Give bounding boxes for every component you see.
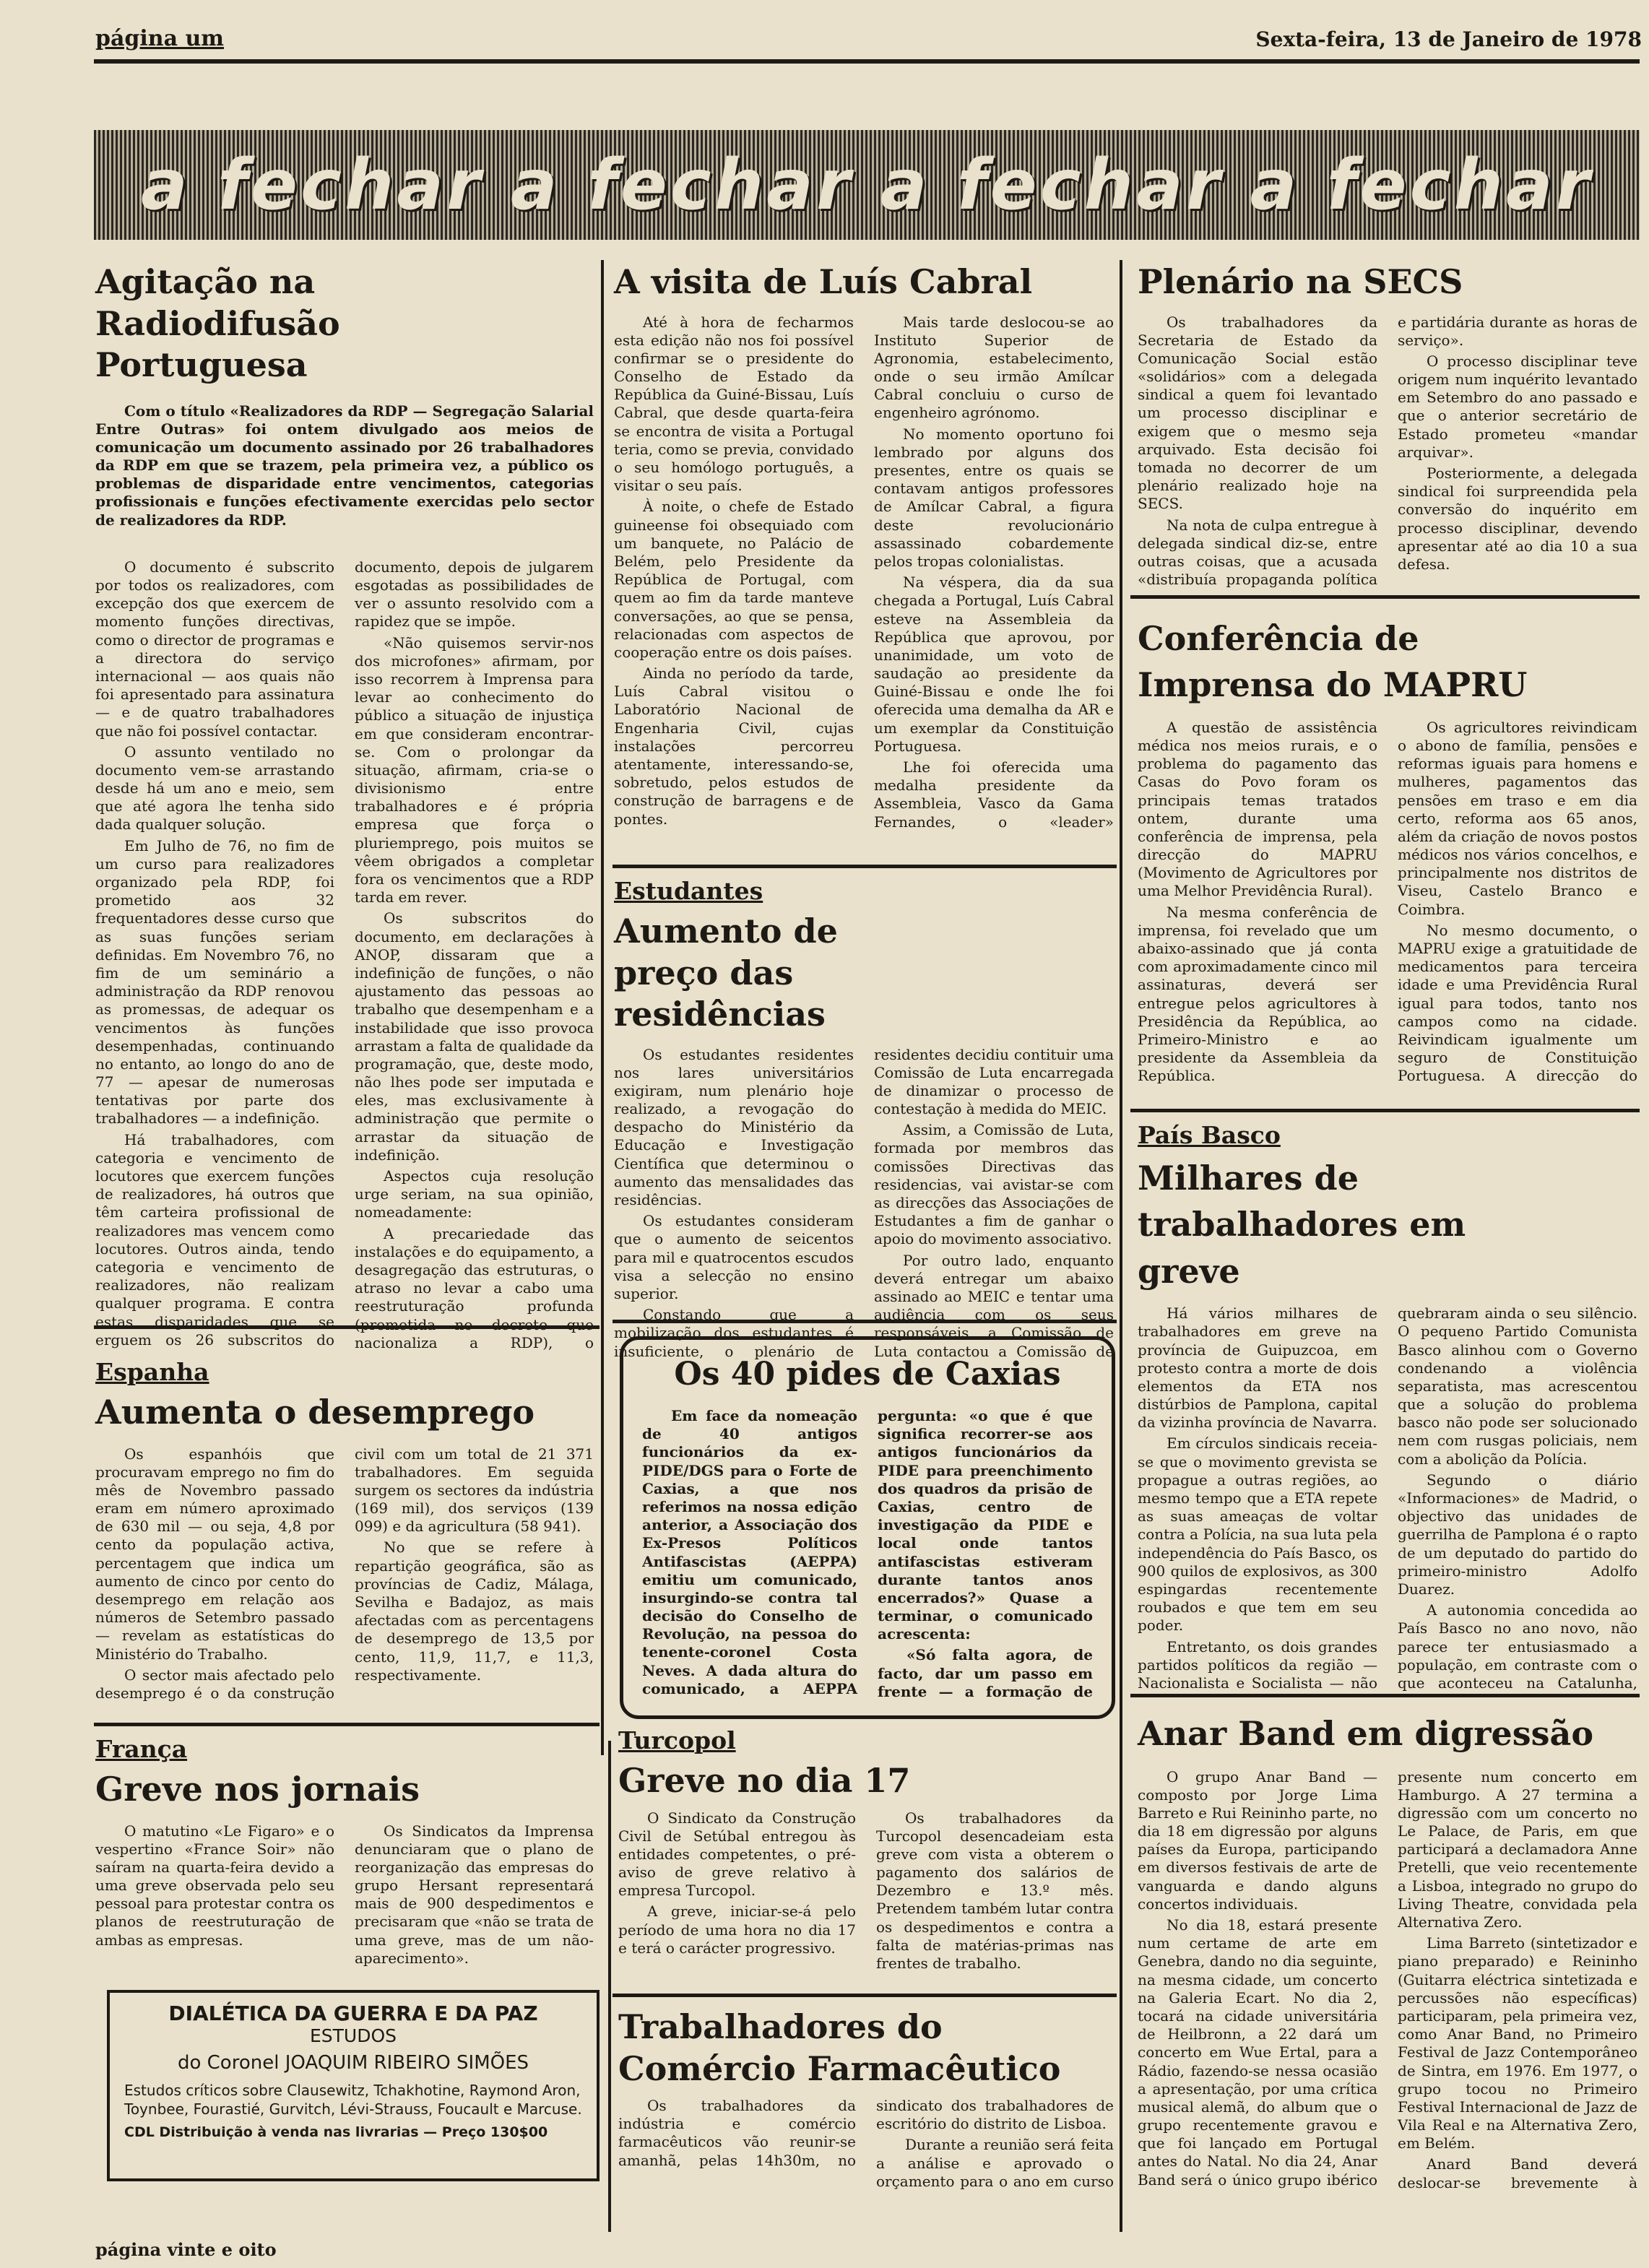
section-divider xyxy=(94,1723,600,1726)
headline: Anar Band em digressão xyxy=(1138,1714,1594,1753)
article-turcopol xyxy=(618,1726,1114,1983)
page-date: Sexta-feira, 13 de Janeiro de 1978 xyxy=(1255,27,1642,51)
paragraph: Os trabalhadores da indústria e comércio farmacêuticos vão reunir-se amanhã, pelas 14h30m, no sindicato dos trabalhadores de escritório do distrito de Lisboa. xyxy=(618,2097,1114,2169)
paragraph: «Não quisemos servir-nos dos microfones» afirmam, por isso recorrem à Imprensa para levar ao conhecimento do público a situação de injustiça em que consideram encontrar-se. Com o prolongar da situação, afirmam, cria-se o divisionismo entre trabalhadores e é própria empresa que força o pluriemprego, pois muitos se vêem obrigados a completar fora os vencimentos que a RDP tarda em rever. xyxy=(355,633,594,906)
paragraph: Ainda no período da tarde, Luís Cabral visitou o Laboratório Nacional de Engenharia Civil, cujas instalações percorreu atentamente, interessando-se, sobretudo, pelos estudos de construção de barragens e de pontes. xyxy=(614,665,854,828)
banner xyxy=(94,130,1640,240)
article-body xyxy=(618,1809,1114,1983)
paragraph: Constando que a mobilização dos estudantes é insuficiente, o plenário de residentes decidiu contituir uma Comissão de Luta encarregada de dinamizar o processo de contestação à medida do MEIC. xyxy=(614,1045,1114,1360)
article-cabral xyxy=(614,261,1114,848)
headline: A visita de Luís Cabral xyxy=(614,262,1033,301)
article-body xyxy=(642,1407,1093,1703)
paragraph: O processo disciplinar teve origem num inquérito levantado em Setembro do ano passado e que o anterior secretário de Estado prometeu «mandar arquivar». xyxy=(1398,352,1637,461)
headline: Greve nos jornais xyxy=(95,1770,420,1809)
article-lead: Com o título «Realizadores da RDP — Segregação Salarial Entre Outras» foi ontem divulgado aos meios de comunicação um documento assinado por 26 trabalhadores da RDP em que se trazem, pela primeira vez, a público os problemas de disparidade entre vencimentos, categorias profissionais e funções efectivamente exercidas pelo sector de realizadores da RDP. xyxy=(95,402,594,529)
paragraph: Lhe foi oferecida uma medalha presidente da Assembleia, Vasco da Gama Fernandes, o «leader» xyxy=(874,758,1114,831)
paragraph: Há vários milhares de trabalhadores em greve na província de Guipuzcoa, em protesto contra a morte de dois elementos da ETA nos distúrbios de Pamplona, capital da vizinha província de Navarra. xyxy=(1138,1304,1377,1432)
headline: Trabalhadores do Comércio Farmacêutico xyxy=(618,2007,1061,2088)
paragraph: Os estudantes residentes nos lares universitários exigiram, num plenário hoje realizado, a revogação do despacho do Ministério da Educação e Investigação Científica que determinou o aumento das mensalidades das residências. xyxy=(614,1045,854,1208)
header-rule xyxy=(94,59,1640,64)
ad-subtitle: ESTUDOS xyxy=(309,2025,397,2046)
paragraph: Entretanto, os dois grandes partidos políticos da região — Nacionalista e Socialista — não quebraram ainda o seu silêncio. O pequeno Partido Comunista Basco alinhou com o Governo condenando a violência separatista, mas acrescentou que a solução do problema basco não pode ser solucionado nem com rusgas policiais, nem com a abolição da Polícia. xyxy=(1138,1304,1637,1692)
paragraph: No que se refere à repartição geográfica, são as províncias de Cadiz, Málaga, Sevilha e Badajoz, as mais afectadas com as percentagens de desemprego de 13,5 por cento, 11,9, 11,7, e 11,3, respectivamente. xyxy=(355,1538,594,1684)
ad-title: DIALÉTICA DA GUERRA E DA PAZ xyxy=(168,2001,538,2025)
paragraph: No mesmo documento, o MAPRU exige a gratuitidade de medicamentos para terceira idade e uma Previdência Rural igual para todos, tanto nos campos como na cidade. Reivindicam igualmente um seguro de Constituição Portuguesa. A direcção do xyxy=(1398,921,1637,1085)
section-kicker: França xyxy=(95,1735,188,1763)
paragraph: O assunto ventilado no documento vem-se arrastando desde há um ano e meio, sem que até agora lhe tenha sido dada qualquer solução. xyxy=(95,743,334,834)
paragraph: A greve, iniciar-se-á pelo período de uma hora no dia 17 e terá o carácter progressivo. xyxy=(618,1903,856,1957)
paragraph: Assim, a Comissão de Luta, formada por membros das comissões Directivas das residencias, vai avistar-se com as direcções das Associações de Estudantes a fim de ganhar o apoio do movimento associativo. xyxy=(874,1121,1114,1248)
paragraph: No momento oportuno foi lembrado por alguns dos presentes, entre os quais se contavam antigos professores de Amílcar Cabral, a figura deste revolucionário assassinado cobardemente pelos tropas colonialistas. xyxy=(874,425,1114,570)
paragraph: Os trabalhadores da Secretaria de Estado da Comunicação Social estão «solidários» com a delegada sindical a quem foi levantado um processo disciplinar e exigem que o mesmo seja arquivado. Esta decisão foi tomada no decorrer de um plenário realizado hoje na SECS. xyxy=(1138,313,1377,513)
paragraph: Na véspera, dia da sua chegada a Portugal, Luís Cabral esteve na Assembleia da República que aprovou, por unanimidade, um voto de saudação ao presidente da Guiné-Bissau e onde lhe foi oferecida uma demalha da AR e um exemplar da Constituição Portuguesa. xyxy=(874,574,1114,755)
section-divider xyxy=(613,865,1117,868)
paragraph: Segundo o diário «Informaciones» de Madrid, o objectivo das unidades de guerrilha de Pamplona é o rapto de um deputado do partido do primeiro-ministro Adolfo Duarez. xyxy=(1398,1471,1637,1598)
paragraph: Os espanhóis que procuravam emprego no fim do mês de Novembro passado eram em número aproximado de 630 mil — ou seja, 4,8 por cento da população activa, percentagem que indica um aumento de cinco por cento do desemprego em relação aos números de Setembro passado — revelam as estatísticas do Ministério do Trabalho. xyxy=(95,1445,334,1663)
ad-author: do Coronel JOAQUIM RIBEIRO SIMÕES xyxy=(177,2052,529,2074)
paragraph: Em face da nomeação de 40 antigos funcionários da ex-PIDE/DGS para o Forte de Caxias, a que nos referimos na nossa edição anterior, a Associação dos Ex-Presos Políticos Antifascistas (AEPPA) emitiu um comunicado, insurgindo-se contra tal decisão do Conselho de Revolução, na pessoa do tenente-coronel Costa Neves. A dada altura do comunicado, a AEPPA pergunta: «o que é que significa recorrer-se aos antigos funcionários da PIDE para preenchimento dos quadros da prisão de Caxias, centro de investigação da PIDE e local onde tantos antifascistas estiveram durante tantos anos encerrados?» Quase a terminar, o comunicado acrescenta: xyxy=(642,1407,1093,1697)
paragraph: «Só falta agora, de facto, dar um passo em frente — a formação de xyxy=(878,1646,1093,1700)
headline: Agitação na Radiodifusão Portuguesa xyxy=(95,262,340,384)
article-radiodifusao xyxy=(95,261,594,1367)
paragraph: No dia 18, estará presente num certame de arte em Genebra, dando no dia seguinte, na mesma cidade, um concerto na Galeria Ecart. No dia 2, tocará na cidade universitária de Heilbronn, a 22 dará um concerto em Wue Ertal, para a Rádio, fazendo-se nessa ocasião a apresentação, por uma crítica musical alemã, do album que o grupo recentemente gravou e que foi lançado em Portugal antes do Natal. No dia 24, Anar Band será o único grupo ibérico presente num concerto em Hamburgo. A 27 termina a digressão com um concerto no Le Palace, de Paris, em que participará a declamadora Anne Pretelli, que veio recentemente a Lisboa, integrado no grupo do Living Theatre, convidada pela Alternativa Zero. xyxy=(1138,1767,1637,2189)
article-body xyxy=(1138,719,1637,1087)
banner-text: a fechar a fechar a fechar a fechar xyxy=(140,144,1593,225)
paragraph: Os Sindicatos da Imprensa denunciaram que o plano de reorganização das empresas do grupo Hersant representará mais de 900 despedimentos e precisaram que «não se trata de uma greve, mas de um não-aparecimento». xyxy=(355,1822,594,1967)
paragraph: Até à hora de fecharmos esta edição não nos foi possível confirmar se o presidente do Conselho de Estado da República da Guiné-Bissau, Luís Cabral, que desde quarta-feira se encontra de visita a Portugal teria, como se previa, convidado o seu homólogo português, a visitar o seu país. xyxy=(614,313,854,495)
article-caxias xyxy=(620,1336,1115,1719)
article-espanha xyxy=(95,1358,594,1705)
column-divider xyxy=(601,260,604,1755)
article-body xyxy=(618,2097,1114,2205)
paragraph: Anard Band deverá deslocar-se brevemente à xyxy=(1398,2155,1637,2191)
article-secs xyxy=(1138,261,1637,602)
paragraph: Os agricultores reivindicam o abono de família, pensões e reformas iguais para homens e mulheres, pagamentos das pensões em traso e em dia certo, reforma aos 65 anos, além da criação de novos postos médicos nos vários concelhos, e principalmente nos distritos de Viseu, Castelo Branco e Coimbra. xyxy=(1398,718,1637,918)
article-anar xyxy=(1138,1713,1637,2202)
article-farmaceutico xyxy=(618,2007,1114,2205)
article-body xyxy=(95,558,594,1367)
article-residencias xyxy=(614,877,1114,1371)
article-mapru xyxy=(1138,615,1637,1087)
article-body xyxy=(614,1046,1114,1371)
headline: Milhares de trabalhadores em greve xyxy=(1138,1159,1466,1291)
paragraph: Os trabalhadores da Turcopol desencadeiam esta greve com vista a obterem o pagamento dos salários de Dezembro e 13.º mês. Pretendem também lutar contra os despedimentos e contra a falta de matérias-primas nas frentes de trabalho. xyxy=(876,1809,1114,1972)
headline: Greve no dia 17 xyxy=(618,1761,911,1800)
section-divider xyxy=(613,1994,1117,1997)
article-basco xyxy=(1138,1121,1637,1709)
article-franca xyxy=(95,1735,594,1996)
page-name: página um xyxy=(95,26,225,51)
paragraph: Na mesma conferência de imprensa, foi revelado que um abaixo-assinado que já conta com aproximadamente cinco mil assinaturas, deverá ser entregue pelos agricultores à Presidência da República, ao Primeiro-Ministro e ao presidente da Assembleia da República. xyxy=(1138,903,1377,1085)
paragraph: O grupo Anar Band — composto por Jorge Lima Barreto e Rui Reininho parte, no dia 18 em digressão por alguns países da Europa, participando em diversos festivais de arte de vanguarda e dando alguns concertos individuais. xyxy=(1138,1767,1377,1913)
article-body xyxy=(1138,313,1637,602)
paragraph: O matutino «Le Figaro» e o vespertino «France Soir» não saíram na quarta-feira devido a uma greve observada pelo seu pessoal para protestar contra os planos de reestruturação de ambas as empresas. xyxy=(95,1822,334,1949)
article-body xyxy=(1138,1304,1637,1709)
headline: Plenário na SECS xyxy=(1138,262,1463,301)
paragraph: Aspectos cuja resolução urge seriam, na sua opinião, nomeadamente: xyxy=(355,1167,594,1221)
section-kicker: Turcopol xyxy=(618,1726,736,1754)
paragraph: O documento é subscrito por todos os realizadores, com excepção dos que exercem de momento funções directivas, como o director de programas e a directora do serviço internacional — aos quais não foi apresentado para assinatura — e de quatro trabalhadores que não foi possível contactar. xyxy=(95,558,334,740)
paragraph: Os estudantes consideram que o aumento de seicentos para mil e quatrocentos escudos visa a selecção no ensino superior. xyxy=(614,1212,854,1302)
column-divider xyxy=(608,1741,611,2232)
ad-price: CDL Distribuição à venda nas livrarias — Preço 130$00 xyxy=(124,2124,548,2140)
section-kicker: Estudantes xyxy=(614,877,763,905)
article-body xyxy=(1138,1768,1637,2202)
headline: Aumenta o desemprego xyxy=(95,1393,535,1432)
paragraph: Durante a reunião será feita a análise e aprovado o orçamento para o ano em curso xyxy=(876,2136,1114,2190)
paragraph: Em círculos sindicais receia-se que o movimento grevista se propague a outras regiões, ao mesmo tempo que a ETA repete as suas ameaças de voltar contra a Polícia, na sua luta pela independência do País Basco, os 900 quilos de explosivos, as 300 espingardas recentemente roubados e que tem em seu poder. xyxy=(1138,1434,1377,1635)
section-kicker: País Basco xyxy=(1138,1121,1281,1149)
book-advertisement xyxy=(107,1990,600,2181)
article-body xyxy=(614,313,1114,848)
section-divider xyxy=(1130,1109,1640,1112)
paragraph: A questão de assistência médica nos meios rurais, e o problema do pagamento das Casas do Povo foram os principais temas tratados ontem, durante uma conferência de imprensa, pela direcção do MAPRU (Movimento de Agricultores por uma Melhor Previdência Rural). xyxy=(1138,718,1377,900)
article-body xyxy=(95,1445,594,1705)
headline: Os 40 pides de Caxias xyxy=(674,1356,1061,1393)
paragraph: A precariedade das instalações e do equipamento, a desagregação das estruturas, o atraso no levar a cabo uma reestruturação profunda (prometida no decreto que nacionaliza a RDP), o xyxy=(355,1224,594,1351)
paragraph: Em Julho de 76, no fim de um curso para realizadores organizado pela RDP, foi prometido aos 32 frequentadores desse curso que as suas funções seriam definidas. Em Novembro 76, no fim de um seminário a administração da RDP renovou as promessas, de adequar os vencimentos às funções desempenhadas, continuando no entanto, ao longo do ano de 77 — apesar de numerosas tentativas por parte dos trabalhadores — a indefinição. xyxy=(95,836,334,1127)
paragraph: O Sindicato da Construção Civil de Setúbal entregou às entidades competentes, o pré-aviso de greve relativo à empresa Turcopol. xyxy=(618,1809,856,1900)
paragraph: Na nota de culpa entregue à delegada sindical diz-se, entre outras coisas, que a acusada «distribuía propaganda política e partidária durante as horas de serviço». xyxy=(1138,313,1637,589)
article-body xyxy=(95,1822,594,1996)
paragraph: Posteriormente, a delegada sindical foi surpreendida pela conversão do inquérito em processo disciplinar, devendo apresentar até ao dia 10 a sua defesa. xyxy=(1398,464,1637,573)
page-footer: página vinte e oito xyxy=(95,2239,277,2260)
paragraph: Há trabalhadores, com categoria e vencimento de locutores que exercem funções de realizadores, há outros que têm carteira profissional de realizadores mas vencem como locutores. Outros ainda, tendo categoria e vencimento de realizadores, não realizam qualquer programa. E contra estas disparidades que se erguem os 26 subscritos do documento, depois de julgarem esgotadas as possibilidades de ver o assunto resolvido com a rapidez que se impõe. xyxy=(95,558,594,1349)
paragraph: A autonomia concedida ao País Basco no ano novo, não parece ter entusiasmado a população, em contraste com o que aconteceu na Catalunha, xyxy=(1398,1601,1637,1692)
paragraph: O sector mais afectado pelo desemprego é o da construção civil com um total de 21 371 trabalhadores. Em seguida surgem os sectores da indústria (169 mil), dos serviços (139 099) e da agricultura (58 941). xyxy=(95,1445,594,1702)
section-kicker: Espanha xyxy=(95,1358,209,1386)
ad-description: Estudos críticos sobre Clausewitz, Tchakhotine, Raymond Aron, Toynbee, Fourastié, Gurvitch, Lévi-Strauss, Foucault e Marcuse. xyxy=(124,2082,582,2118)
paragraph: Por outro lado, enquanto deverá entregar um abaixo assinado ao MEIC e tentar uma audiência com os seus responsáveis, a Comissão de Luta contactou a Comissão de xyxy=(874,1251,1114,1360)
headline: Conferência de Imprensa do MAPRU xyxy=(1138,619,1528,705)
paragraph: À noite, o chefe de Estado guineense foi obsequiado com um banquete, no Palácio de Belém, pelo Presidente da República de Portugal, com quem ao fim da tarde manteve conversações, ao que se pensa, relacionadas com aspectos de cooperação entre os dois países. xyxy=(614,498,854,661)
paragraph: Mais tarde deslocou-se ao Instituto Superior de Agronomia, estabelecimento, onde o seu irmão Amílcar Cabral concluiu o curso de engenheiro agrónomo. xyxy=(874,313,1114,422)
headline: Aumento de preço das residências xyxy=(614,912,838,1034)
paragraph: Lima Barreto (sintetizador e piano preparado) e Reininho (Guitarra eléctrica sintetizada e percussões não específicas) participaram, pela primeira vez, como Anar Band, no Primeiro Festival de Jazz Contemporâneo de Sintra, em 1976. Em 1977, o grupo tocou no Primeiro Festival Internacional de Jazz de Vila Real e na Alternativa Zero, em Belém. xyxy=(1398,1934,1637,2152)
paragraph: Os subscritos do documento, em declarações à ANOP, dissaram que a indefinição de funções, o não ajustamento das pessoas ao trabalho que desempenham e a instabilidade que isso provoca arrastam a falta de qualidade da programação, que, deste modo, não lhes pode ser imputada e eles, mas exclusivamente à administração que permite o arrastar da situação de indefinição. xyxy=(355,909,594,1164)
column-divider xyxy=(1120,260,1122,2232)
